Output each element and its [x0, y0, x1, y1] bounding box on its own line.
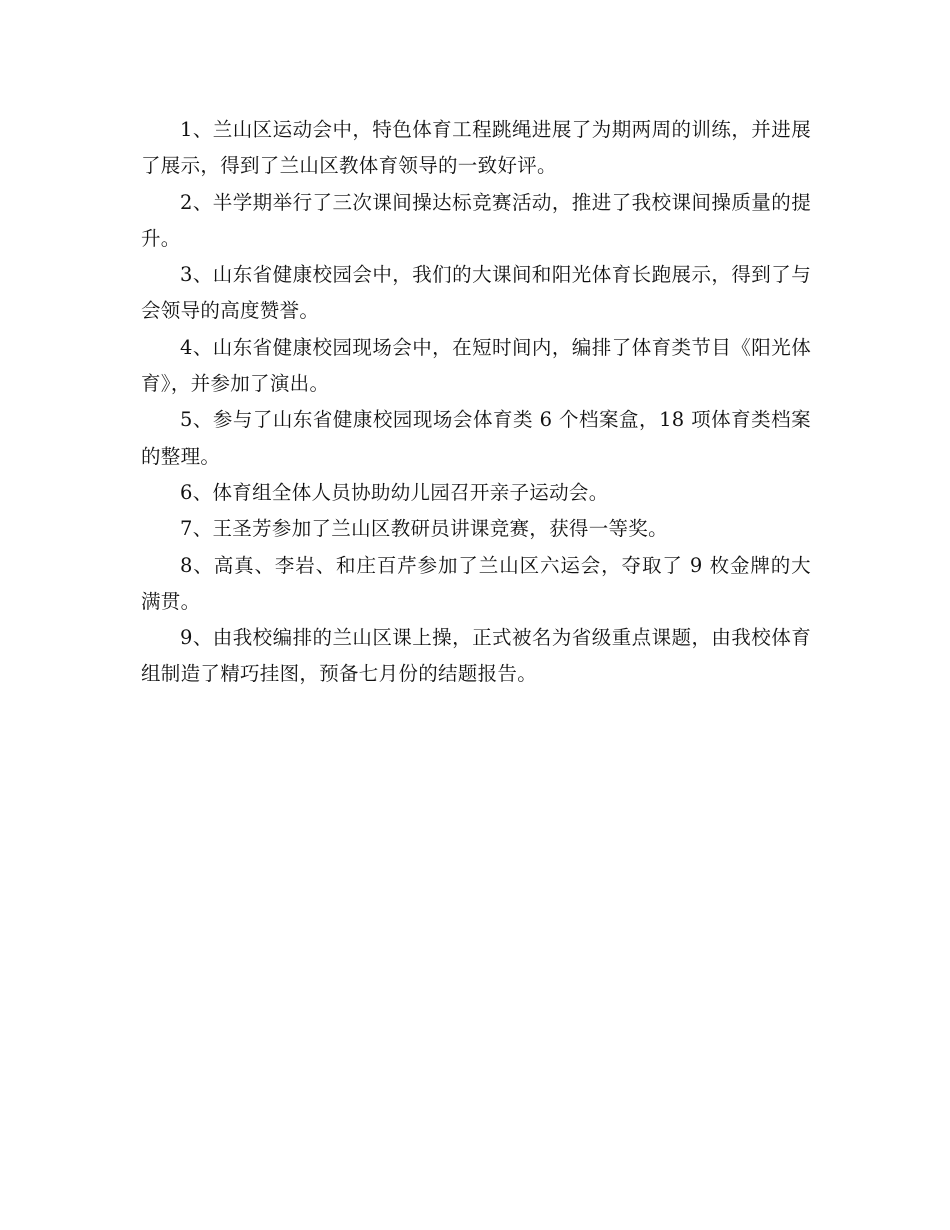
paragraph-6: 6、体育组全体人员协助幼儿园召开亲子运动会。 [180, 480, 609, 504]
paragraph-8: 8、高真、李岩、和庄百芹参加了兰山区六运会，夺取了 9 枚金牌的大满贯。 [141, 553, 811, 613]
paragraph-3: 3、山东省健康校园会中，我们的大课间和阳光体育长跑展示，得到了与会领导的高度赞誉。 [141, 263, 811, 323]
paragraph-9: 9、由我校编排的兰山区课上操，正式被名为省级重点课题，由我校体育组制造了精巧挂图，预备七月份的结题报告。 [141, 626, 811, 686]
paragraph-4: 4、山东省健康校园现场会中，在短时间内，编排了体育类节目《阳光体育》，并参加了演出。 [141, 335, 811, 396]
paragraph-2: 2、半学期举行了三次课间操达标竞赛活动，推进了我校课间操质量的提升。 [141, 190, 811, 250]
paragraph-1: 1、兰山区运动会中，特色体育工程跳绳进展了为期两周的训练，并进展了展示，得到了兰山区教体育领导的一致好评。 [141, 118, 811, 178]
paragraph-5: 5、参与了山东省健康校园现场会体育类 6 个档案盒，18 项体育类档案的整理。 [141, 408, 811, 468]
document-body [141, 112, 811, 693]
paragraph-7: 7、王圣芳参加了兰山区教研员讲课竞赛，获得一等奖。 [180, 517, 668, 541]
